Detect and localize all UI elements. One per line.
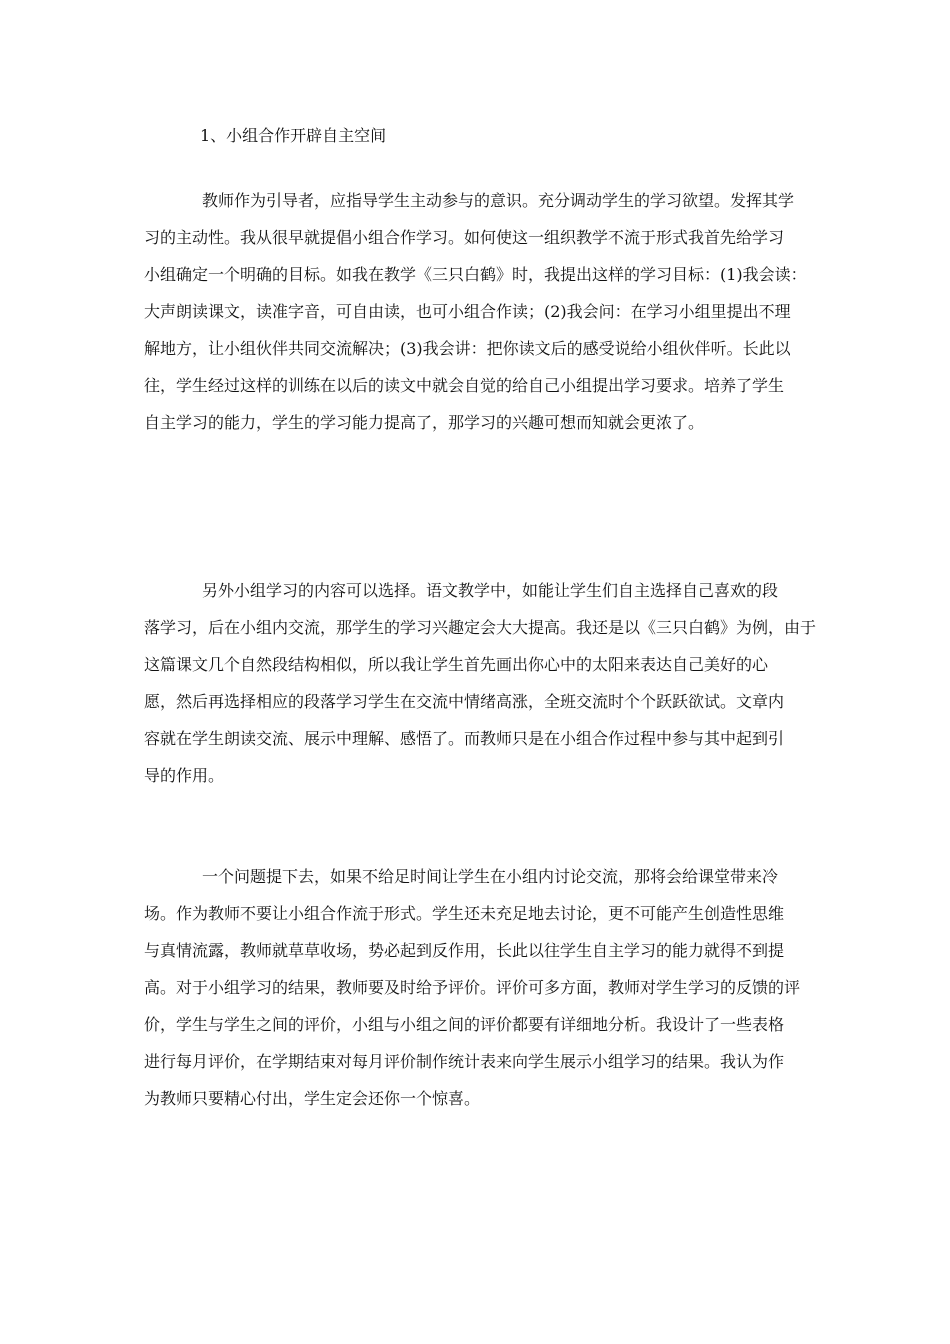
paragraph-line: 价，学生与学生之间的评价，小组与小组之间的评价都要有详细地分析。我设计了一些表格 (144, 1015, 785, 1034)
paragraph-line: 习的主动性。我从很早就提倡小组合作学习。如何使这一组织教学不流于形式我首先给学习 (144, 228, 785, 247)
paragraph-line: 这篇课文几个自然段结构相似，所以我让学生首先画出你心中的太阳来表达自己美好的心 (144, 655, 769, 674)
paragraph-line: 落学习，后在小组内交流，那学生的学习兴趣定会大大提高。我还是以《三只白鹤》为例，由于 (144, 618, 816, 637)
paragraph-line: 自主学习的能力，学生的学习能力提高了，那学习的兴趣可想而知就会更浓了。 (144, 413, 705, 432)
paragraph-line: 导的作用。 (144, 766, 225, 785)
paragraph-line: 容就在学生朗读交流、展示中理解、感悟了。而教师只是在小组合作过程中参与其中起到引 (144, 729, 785, 748)
paragraph-line: 场。作为教师不要让小组合作流于形式。学生还未充足地去讨论，更不可能产生创造性思维 (144, 904, 785, 923)
paragraph-3 (144, 858, 816, 1117)
paragraph-1 (144, 182, 816, 441)
paragraph-line: 为教师只要精心付出，学生定会还你一个惊喜。 (144, 1089, 481, 1108)
paragraph-line: 小组确定一个明确的目标。如我在教学《三只白鹤》时，我提出这样的学习目标：(1)我会读： (144, 265, 807, 284)
paragraph-line: 解地方，让小组伙伴共同交流解决；(3)我会讲：把你读文后的感受说给小组伙伴听。长此以 (144, 339, 791, 358)
paragraph-line: 进行每月评价，在学期结束对每月评价制作统计表来向学生展示小组学习的结果。我认为作 (144, 1052, 785, 1071)
paragraph-line: 另外小组学习的内容可以选择。语文教学中，如能让学生们自主选择自己喜欢的段 (202, 581, 779, 600)
section-heading: 1、小组合作开辟自主空间 (200, 126, 387, 145)
paragraph-line: 愿，然后再选择相应的段落学习学生在交流中情绪高涨，全班交流时个个跃跃欲试。文章内 (144, 692, 785, 711)
paragraph-line: 教师作为引导者，应指导学生主动参与的意识。充分调动学生的学习欲望。发挥其学 (202, 191, 795, 210)
paragraph-line: 大声朗读课文，读准字音，可自由读，也可小组合作读；(2)我会问：在学习小组里提出不理 (144, 302, 791, 321)
paragraph-line: 高。对于小组学习的结果，教师要及时给予评价。评价可多方面，教师对学生学习的反馈的评 (144, 978, 801, 997)
paragraph-line: 往，学生经过这样的训练在以后的读文中就会自觉的给自己小组提出学习要求。培养了学生 (144, 376, 785, 395)
paragraph-line: 一个问题提下去，如果不给足时间让学生在小组内讨论交流，那将会给课堂带来冷 (202, 867, 779, 886)
paragraph-line: 与真情流露，教师就草草收场，势必起到反作用，长此以往学生自主学习的能力就得不到提 (144, 941, 785, 960)
paragraph-2 (144, 572, 816, 794)
